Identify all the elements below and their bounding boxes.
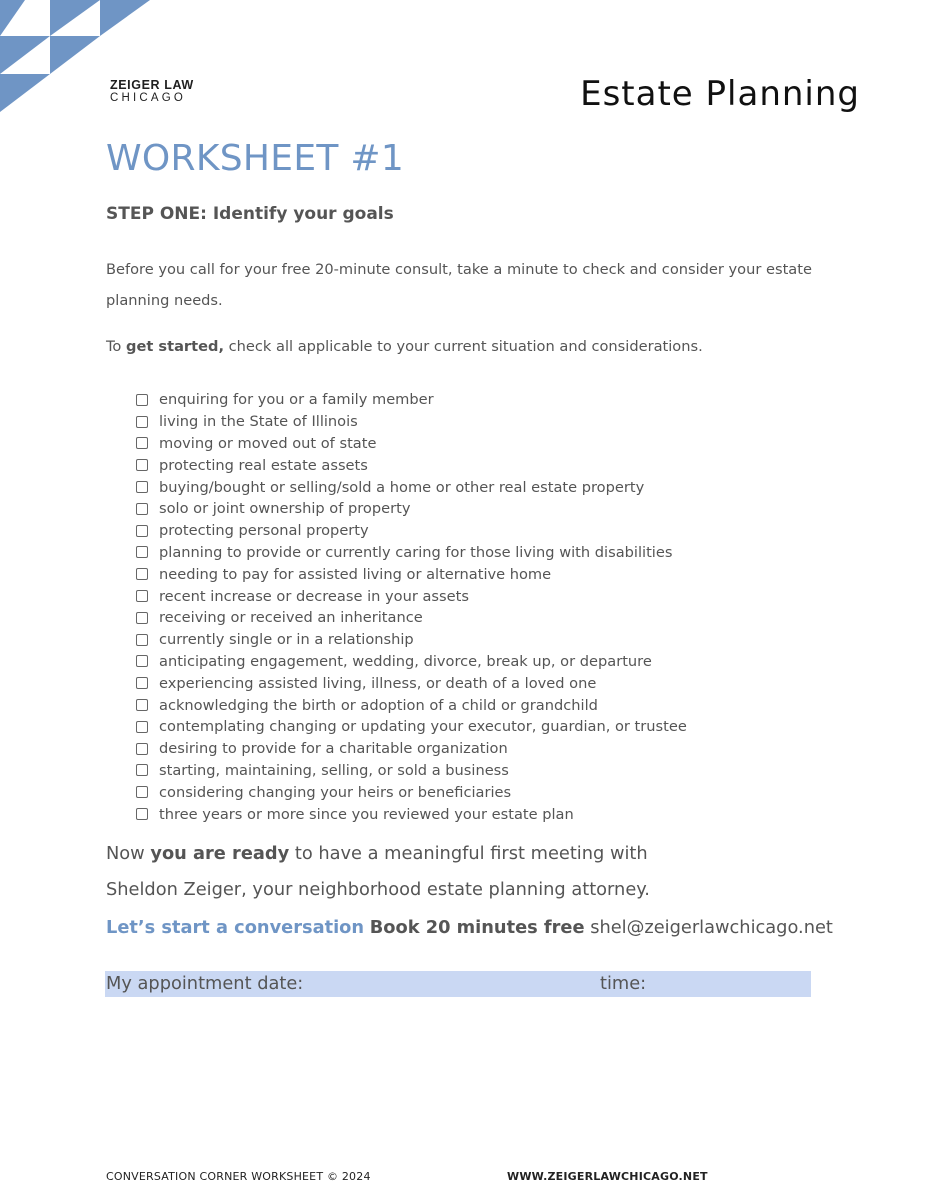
checklist-item-label: considering changing your heirs or beneficiaries [159,783,512,801]
header-title: Estate Planning [580,74,860,114]
checklist-item-label: moving or moved out of state [159,434,377,452]
footer-copyright: CONVERSATION CORNER WORKSHEET © 2024 [106,1170,371,1183]
checklist-item[interactable] [136,607,687,629]
checklist-item-label: living in the State of Illinois [159,413,358,431]
checkbox[interactable] [136,743,148,755]
checklist-item-label: protecting personal property [159,522,369,540]
checkbox[interactable] [136,764,148,776]
checklist-item[interactable] [136,389,687,411]
checklist-item-label: contemplating changing or updating your executor, guardian, or trustee [159,718,687,736]
ready-line-2: Sheldon Zeiger, your neighborhood estate planning attorney. [106,879,650,900]
started-suffix: check all applicable to your current situation and considerations. [224,338,703,355]
checklist-item[interactable] [136,433,687,455]
checkbox[interactable] [136,786,148,798]
checklist-item-label: protecting real estate assets [159,456,368,474]
checklist-item-label: anticipating engagement, wedding, divorce, break up, or departure [159,652,652,670]
checklist-item[interactable] [136,651,687,673]
appointment-time-label: time: [600,973,647,994]
checklist-item[interactable] [136,738,687,760]
checklist-item-label: recent increase or decrease in your assets [159,587,469,605]
appointment-date-label: My appointment date: [106,973,304,994]
ready-suffix: to have a meaningful first meeting with [289,843,648,864]
checkbox[interactable] [136,568,148,580]
checkbox[interactable] [136,721,148,733]
checklist-item-label: solo or joint ownership of property [159,500,411,518]
checkbox[interactable] [136,655,148,667]
checklist-item-label: buying/bought or selling/sold a home or other real estate property [159,478,645,496]
checkbox[interactable] [136,699,148,711]
checklist-item[interactable] [136,694,687,716]
checklist-item[interactable] [136,760,687,782]
checkbox[interactable] [136,394,148,406]
worksheet-title: WORKSHEET #1 [106,138,405,179]
checklist-item-label: planning to provide or currently caring for those living with disabilities [159,543,673,561]
checklist-item[interactable] [136,803,687,825]
checklist-item[interactable] [136,520,687,542]
checklist-item[interactable] [136,781,687,803]
ready-line-1 [106,843,648,864]
checklist-item-label: three years or more since you reviewed your estate plan [159,805,574,823]
zeiger-law-logo [110,79,194,105]
checkbox[interactable] [136,525,148,537]
checkbox[interactable] [136,437,148,449]
checkbox[interactable] [136,612,148,624]
appointment-field[interactable] [105,971,811,997]
logo-line-1: ZEIGER LAW [110,78,194,92]
started-bold: get started, [126,338,224,355]
checklist-item-label: desiring to provide for a charitable organization [159,740,508,758]
checklist-item-label: needing to pay for assisted living or alternative home [159,565,552,583]
checklist-item-label: starting, maintaining, selling, or sold a business [159,761,509,779]
checkbox[interactable] [136,634,148,646]
checklist-item-label: experiencing assisted living, illness, or death of a loved one [159,674,597,692]
checklist-item-label: enquiring for you or a family member [159,391,434,409]
checklist-item[interactable] [136,716,687,738]
intro-paragraph: Before you call for your free 20-minute consult, take a minute to check and consider your estate planning needs. [106,261,812,309]
checklist-item[interactable] [136,411,687,433]
checkbox[interactable] [136,808,148,820]
checkbox[interactable] [136,481,148,493]
footer-website[interactable]: WWW.ZEIGERLAWCHICAGO.NET [507,1170,708,1183]
checklist-item[interactable] [136,629,687,651]
start-conversation-link[interactable]: Let’s start a conversation [106,917,365,938]
checkbox[interactable] [136,416,148,428]
checklist-item[interactable] [136,454,687,476]
logo-line-2: CHICAGO [110,92,187,104]
get-started-text [106,338,703,355]
checklist-item[interactable] [136,585,687,607]
started-prefix: To [106,338,127,355]
email-link[interactable]: shel@zeigerlawchicago.net [590,917,833,938]
checklist-item[interactable] [136,476,687,498]
checklist [136,389,687,825]
checkbox[interactable] [136,546,148,558]
checklist-item[interactable] [136,542,687,564]
checklist-item-label: acknowledging the birth or adoption of a child or grandchild [159,696,598,714]
checklist-item[interactable] [136,498,687,520]
checkbox[interactable] [136,459,148,471]
checklist-item-label: receiving or received an inheritance [159,609,423,627]
checkbox[interactable] [136,590,148,602]
checkbox[interactable] [136,677,148,689]
book-free-text: Book 20 minutes free [369,917,585,938]
checklist-item[interactable] [136,563,687,585]
checkbox[interactable] [136,503,148,515]
checklist-item[interactable] [136,672,687,694]
ready-bold: you are ready [150,843,290,864]
step-heading: STEP ONE: Identify your goals [106,204,394,224]
ready-prefix: Now [106,843,151,864]
checklist-item-label: currently single or in a relationship [159,631,414,649]
call-to-action [106,917,833,938]
